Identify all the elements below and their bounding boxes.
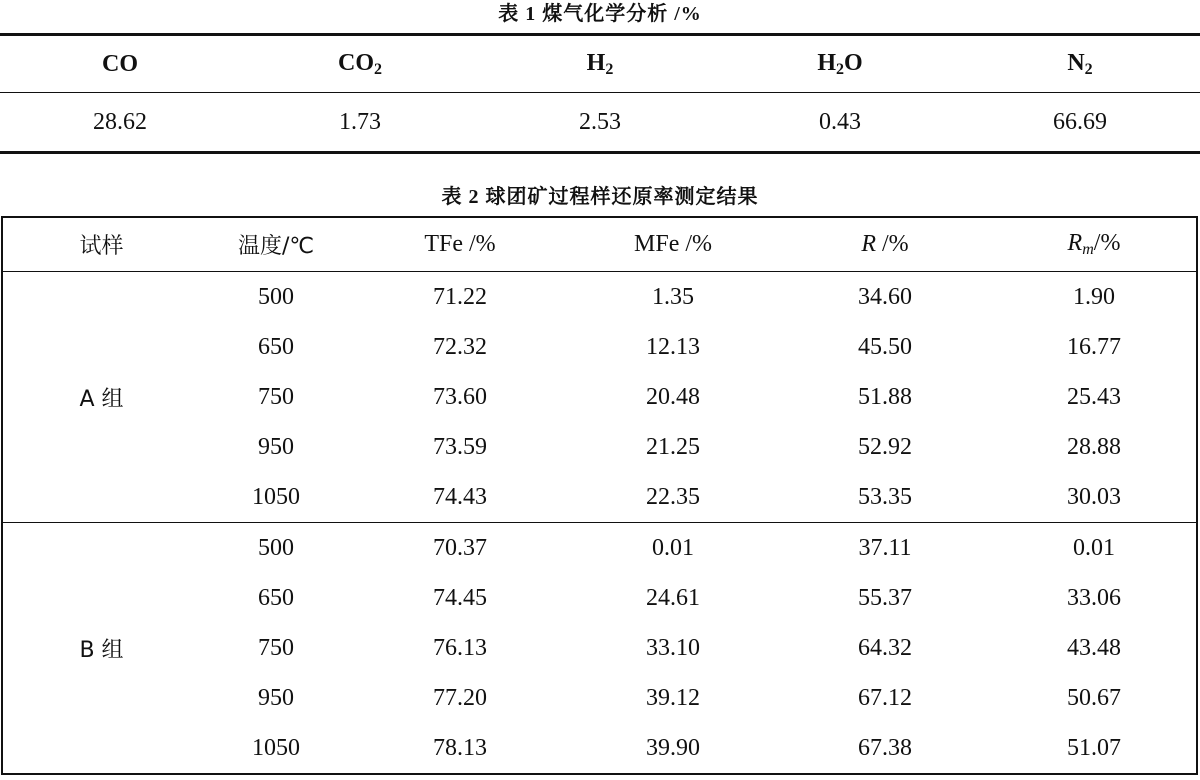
cell-mfe: 21.25 — [646, 433, 700, 460]
cell-mfe: 20.48 — [646, 383, 700, 410]
reduction-rate-table — [1, 216, 1198, 775]
cell-r: 53.35 — [858, 483, 912, 510]
header-mfe: MFe /% — [568, 217, 778, 272]
cell-mfe: 1.35 — [652, 283, 694, 310]
cell-tfe: 72.32 — [433, 333, 487, 360]
cell-temperature: 750 — [258, 383, 294, 410]
cell-tfe: 71.22 — [433, 283, 487, 310]
value-co: 28.62 — [93, 108, 147, 135]
cell-temperature: 950 — [258, 433, 294, 460]
cell-r: 45.50 — [858, 333, 912, 360]
cell-rm: 28.88 — [1067, 433, 1121, 460]
table2-header-row — [2, 217, 1197, 272]
cell-temperature: 650 — [258, 333, 294, 360]
table1-value-row — [0, 93, 1200, 153]
cell-temperature: 950 — [258, 684, 294, 711]
value-co2: 1.73 — [339, 108, 381, 135]
cell-mfe: 24.61 — [646, 584, 700, 611]
gas-analysis-table — [0, 33, 1200, 154]
cell-rm: 30.03 — [1067, 483, 1121, 510]
cell-tfe: 73.59 — [433, 433, 487, 460]
cell-rm: 0.01 — [992, 523, 1197, 574]
table-row — [2, 523, 1197, 574]
value-n2: 66.69 — [1053, 108, 1107, 135]
cell-temperature: 750 — [258, 634, 294, 661]
value-h2o: 0.43 — [819, 108, 861, 135]
table2-body — [2, 272, 1197, 775]
cell-temperature: 1050 — [252, 734, 300, 761]
cell-mfe: 0.01 — [568, 523, 778, 574]
cell-tfe: 77.20 — [433, 684, 487, 711]
cell-rm: 1.90 — [1073, 283, 1115, 310]
cell-mfe: 33.10 — [646, 634, 700, 661]
header-r: R /% — [778, 217, 992, 272]
header-sample: 试样 — [2, 217, 200, 272]
header-h2: $H_2$ — [480, 35, 720, 93]
cell-r: 52.92 — [858, 433, 912, 460]
cell-tfe: 76.13 — [433, 634, 487, 661]
cell-tfe: 70.37 — [352, 523, 568, 574]
cell-tfe: 74.43 — [433, 483, 487, 510]
cell-r: 67.12 — [858, 684, 912, 711]
cell-r: 34.60 — [858, 283, 912, 310]
header-n2: $N_2$ — [960, 35, 1200, 93]
cell-tfe: 73.60 — [433, 383, 487, 410]
value-h2: 2.53 — [579, 108, 621, 135]
cell-rm: 16.77 — [1067, 333, 1121, 360]
cell-rm: 25.43 — [1067, 383, 1121, 410]
cell-mfe: 22.35 — [646, 483, 700, 510]
cell-temperature: 500 — [258, 283, 294, 310]
cell-rm: 43.48 — [1067, 634, 1121, 661]
header-rm: $R_m/\%$ — [992, 217, 1197, 272]
header-temperature: 温度/℃ — [200, 217, 352, 272]
cell-rm: 33.06 — [1067, 584, 1121, 611]
cell-mfe: 12.13 — [646, 333, 700, 360]
cell-tfe: 74.45 — [433, 584, 487, 611]
table2-caption: 表 2 球团矿过程样还原率测定结果 — [441, 186, 759, 208]
header-h2o: $H_2O$ — [720, 35, 960, 93]
cell-r: 55.37 — [858, 584, 912, 611]
cell-temperature: 500 — [200, 523, 352, 574]
table1-caption: 表 1 煤气化学分析 /% — [498, 3, 702, 25]
cell-tfe: 78.13 — [433, 734, 487, 761]
cell-r: 64.32 — [858, 634, 912, 661]
cell-r: 37.11 — [778, 523, 992, 574]
cell-temperature: 1050 — [252, 483, 300, 510]
table-row — [2, 272, 1197, 323]
cell-r: 67.38 — [858, 734, 912, 761]
header-co2: $CO_2$ — [240, 35, 480, 93]
cell-r: 51.88 — [858, 383, 912, 410]
cell-temperature: 650 — [258, 584, 294, 611]
group-label: B 组 — [2, 523, 200, 775]
group-label: A 组 — [79, 386, 124, 412]
cell-rm: 50.67 — [1067, 684, 1121, 711]
header-co: CO — [0, 35, 240, 93]
cell-rm: 51.07 — [1067, 734, 1121, 761]
cell-mfe: 39.90 — [646, 734, 700, 761]
cell-mfe: 39.12 — [646, 684, 700, 711]
header-tfe: TFe /% — [352, 217, 568, 272]
table1-header-row — [0, 35, 1200, 93]
